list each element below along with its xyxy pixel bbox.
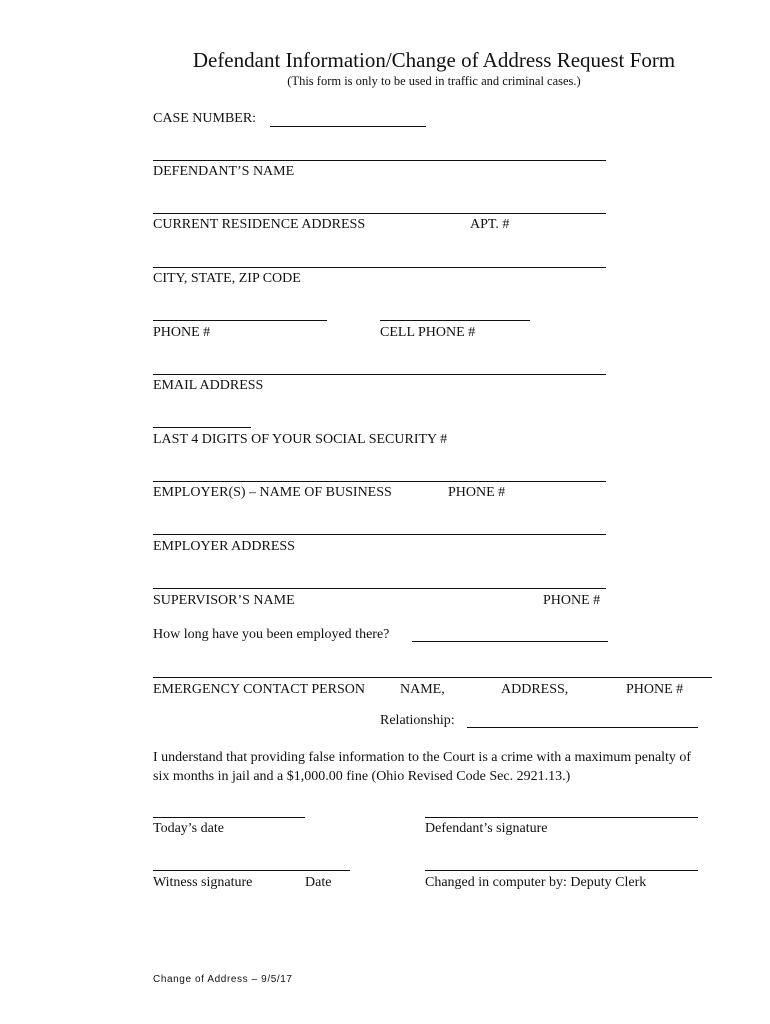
- emergency-contact-input[interactable]: [153, 677, 712, 678]
- apt-label: APT. #: [470, 217, 510, 232]
- changed-by-label: Changed in computer by: Deputy Clerk: [425, 875, 647, 890]
- page-title: Defendant Information/Change of Address Request Form: [192, 48, 676, 72]
- phone-input[interactable]: [153, 320, 327, 321]
- cell-phone-label: CELL PHONE #: [380, 325, 476, 340]
- city-state-zip-label: CITY, STATE, ZIP CODE: [153, 271, 301, 286]
- city-state-zip-input[interactable]: [153, 267, 606, 268]
- deputy-clerk-input[interactable]: [425, 870, 698, 871]
- todays-date-label: Today’s date: [153, 821, 224, 836]
- employer-input[interactable]: [153, 481, 606, 482]
- page-subtitle: (This form is only to be used in traffic and criminal cases.): [287, 74, 581, 88]
- case-number-label: CASE NUMBER:: [153, 111, 257, 126]
- email-input[interactable]: [153, 374, 606, 375]
- witness-signature-label: Witness signature: [153, 875, 253, 890]
- employer-address-input[interactable]: [153, 534, 606, 535]
- defendant-signature-label: Defendant’s signature: [425, 821, 548, 836]
- defendant-signature-input[interactable]: [425, 817, 698, 818]
- employment-length-input[interactable]: [412, 641, 608, 642]
- phone-label: PHONE #: [153, 325, 211, 340]
- emergency-address-label: ADDRESS,: [501, 682, 569, 697]
- defendant-name-label: DEFENDANT’S NAME: [153, 164, 295, 179]
- ssn-last4-input[interactable]: [153, 427, 251, 428]
- current-address-label: CURRENT RESIDENCE ADDRESS: [153, 217, 366, 232]
- supervisor-label: SUPERVISOR’S NAME: [153, 593, 295, 608]
- witness-date-label: Date: [305, 875, 332, 890]
- employer-label: EMPLOYER(S) – NAME OF BUSINESS: [153, 485, 392, 500]
- emergency-name-label: NAME,: [400, 682, 445, 697]
- emergency-contact-label: EMERGENCY CONTACT PERSON: [153, 682, 366, 697]
- cell-phone-input[interactable]: [380, 320, 530, 321]
- employer-phone-label: PHONE #: [448, 485, 506, 500]
- email-label: EMAIL ADDRESS: [153, 378, 264, 393]
- emergency-phone-label: PHONE #: [626, 682, 684, 697]
- footer-revision: Change of Address – 9/5/17: [153, 974, 293, 985]
- relationship-input[interactable]: [467, 727, 698, 728]
- employment-length-label: How long have you been employed there?: [153, 627, 390, 642]
- relationship-label: Relationship:: [380, 713, 455, 728]
- ssn-last4-label: LAST 4 DIGITS OF YOUR SOCIAL SECURITY #: [153, 432, 448, 447]
- false-information-statement: I understand that providing false information to the Court is a crime with a maximum penalty of six months in jail and a $1,000.00 fine (Ohio Revised Code Sec. 2921.13.): [153, 750, 692, 784]
- supervisor-input[interactable]: [153, 588, 606, 589]
- todays-date-input[interactable]: [153, 817, 305, 818]
- supervisor-phone-label: PHONE #: [543, 593, 601, 608]
- defendant-name-input[interactable]: [153, 160, 606, 161]
- witness-signature-input[interactable]: [153, 870, 350, 871]
- current-address-input[interactable]: [153, 213, 606, 214]
- case-number-input[interactable]: [270, 126, 426, 127]
- employer-address-label: EMPLOYER ADDRESS: [153, 539, 295, 554]
